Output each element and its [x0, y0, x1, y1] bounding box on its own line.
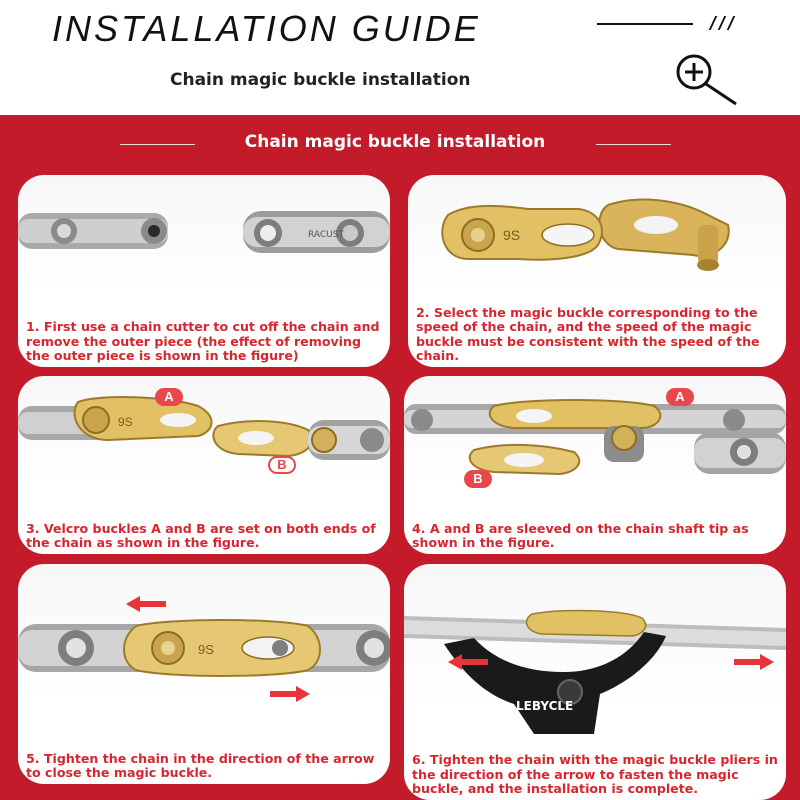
badge-a: A	[155, 388, 183, 406]
step-card-5	[18, 564, 390, 784]
section-title: Chain magic buckle installation	[244, 132, 546, 152]
page-subtitle: Chain magic buckle installation	[170, 70, 471, 90]
svg-text:RACUST: RACUST	[308, 230, 344, 240]
tool-brand: LEBYCLE	[516, 699, 574, 713]
badge-a: A	[666, 388, 694, 406]
step-card-3	[18, 376, 390, 554]
header	[0, 0, 800, 112]
step-caption-2: 2. Select the magic buckle corresponding to the speed of the chain, and the speed of the magic buckle must be consistent with the speed of the chain.	[416, 305, 760, 363]
tighten-chain-image	[18, 564, 390, 734]
magic-buckle-image	[408, 175, 786, 295]
step-card-2	[408, 175, 786, 367]
step-card-4	[404, 376, 786, 554]
badge-b: B	[464, 470, 492, 488]
badge-b: B	[268, 456, 296, 474]
step-caption-4: 4. A and B are sleeved on the chain shaft tip as shown in the figure.	[412, 520, 749, 550]
step-caption-3: 3. Velcro buckles A and B are set on both ends of the chain as shown in the figure.	[26, 520, 376, 550]
step-caption-6: 6. Tighten the chain with the magic buckle pliers in the direction of the arrow to fasten the magic buckle, and the installation is complete.	[412, 752, 778, 796]
zoom-button[interactable]	[670, 52, 742, 108]
page-title: INSTALLATION GUIDE	[52, 8, 481, 49]
buckles-on-chain-image	[18, 376, 390, 494]
decorative-line	[597, 23, 693, 25]
svg-text:9S: 9S	[198, 642, 214, 657]
step-card-6	[404, 564, 786, 800]
step-card-1	[18, 175, 390, 367]
decorative-slash	[709, 16, 718, 30]
arrow-right-icon	[734, 654, 774, 670]
decorative-slash	[727, 16, 736, 30]
chain-cut-image	[18, 175, 390, 295]
buckle-pliers-image	[404, 564, 786, 734]
arrow-right-icon	[270, 686, 310, 702]
arrow-left-icon	[126, 596, 166, 612]
step-caption-1: 1. First use a chain cutter to cut off the chain and remove the outer piece (the effect of removing the outer piece is shown in the figure)	[26, 319, 380, 363]
zoom-in-icon	[670, 52, 742, 108]
svg-text:9S: 9S	[503, 227, 521, 243]
buckles-sleeved-image	[404, 376, 786, 494]
step-caption-5: 5. Tighten the chain in the direction of the arrow to close the magic buckle.	[26, 750, 375, 780]
svg-text:9S: 9S	[118, 415, 133, 429]
decorative-slash	[718, 16, 727, 30]
